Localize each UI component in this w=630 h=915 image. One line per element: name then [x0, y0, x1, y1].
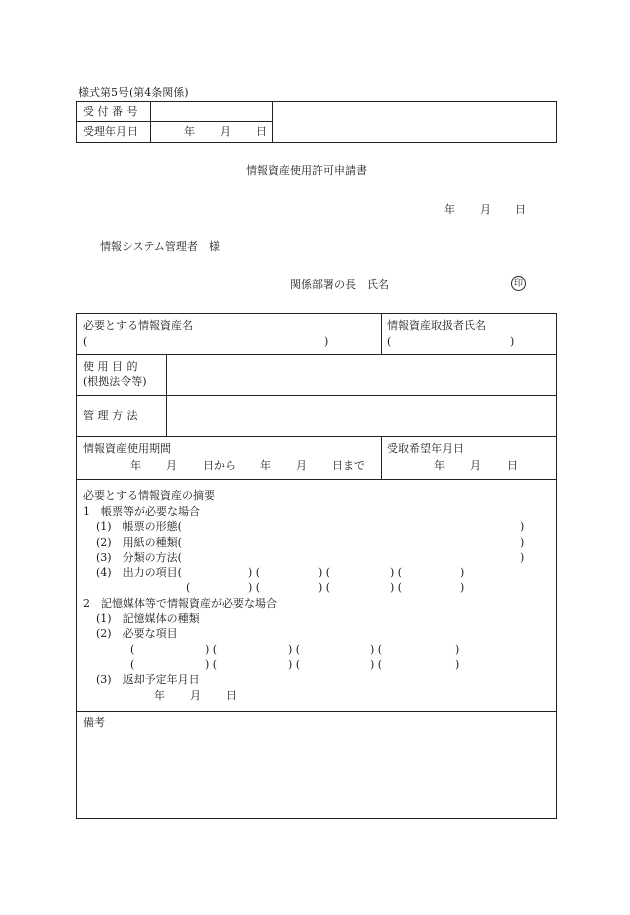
receipt-col-line	[272, 101, 273, 143]
pickup-label: 受取希望年月日	[387, 442, 464, 455]
receipt-date-label: 受理年月日	[83, 125, 138, 138]
handler-open: (	[387, 335, 392, 348]
output-field-sep: ) (	[318, 581, 331, 594]
section1-item4: (4) 出力の項目(	[96, 566, 182, 579]
document-title: 情報資産使用許可申請書	[246, 164, 367, 177]
applicant-label: 関係部署の長 氏名	[290, 278, 389, 291]
period-to-month: 月	[296, 459, 307, 472]
section1-item1-close: )	[520, 520, 525, 533]
summary-heading: 必要とする情報資産の摘要	[83, 489, 215, 502]
item-field-close: )	[455, 643, 460, 656]
section1-heading: 1 帳票等が必要な場合	[83, 505, 200, 518]
addressee: 情報システム管理者 様	[100, 240, 220, 253]
remarks-label: 備考	[83, 716, 105, 729]
col-divider	[381, 436, 382, 480]
section1-item3-close: )	[520, 551, 525, 564]
handler-close: )	[510, 335, 515, 348]
period-from-month: 月	[166, 459, 177, 472]
asset-name-label: 必要とする情報資産名	[83, 319, 193, 332]
return-month: 月	[190, 689, 201, 702]
row-divider	[76, 354, 557, 355]
receipt-box	[76, 101, 557, 143]
purpose-sublabel: (根拠法令等)	[83, 375, 147, 388]
item-field-sep: ) (	[370, 643, 383, 656]
receipt-divider	[76, 121, 272, 122]
item-field-sep: ) (	[288, 643, 301, 656]
col-divider	[381, 313, 382, 354]
col-divider	[166, 354, 167, 436]
section2-heading: 2 記憶媒体等で情報資産が必要な場合	[83, 597, 277, 610]
section1-item2-close: )	[520, 536, 525, 549]
pickup-day: 日	[507, 459, 518, 472]
receipt-col-line	[150, 101, 151, 143]
output-field-close: )	[460, 581, 465, 594]
purpose-label: 使 用 目 的	[83, 360, 138, 373]
output-field-open: (	[186, 581, 191, 594]
form-number: 様式第5号(第4条関係)	[78, 86, 189, 99]
period-from-day: 日から	[203, 459, 236, 472]
output-field-close: )	[460, 566, 465, 579]
section1-item2: (2) 用紙の種類(	[96, 536, 182, 549]
item-field-open: (	[130, 658, 135, 671]
output-field-sep: ) (	[318, 566, 331, 579]
seal-mark	[511, 276, 526, 291]
item-field-sep: ) (	[205, 643, 218, 656]
handler-label: 情報資産取扱者氏名	[387, 319, 486, 332]
section2-item2: (2) 必要な項目	[96, 627, 178, 640]
application-year: 年	[444, 203, 455, 216]
output-field-sep: ) (	[390, 566, 403, 579]
output-field-sep: ) (	[248, 581, 261, 594]
item-field-sep: ) (	[288, 658, 301, 671]
application-month: 月	[480, 203, 491, 216]
management-label: 管 理 方 法	[83, 409, 138, 422]
receipt-day: 日	[256, 125, 267, 138]
item-field-close: )	[455, 658, 460, 671]
asset-name-close: )	[324, 335, 329, 348]
period-to-year: 年	[260, 459, 271, 472]
section2-item1: (1) 記憶媒体の種類	[96, 612, 200, 625]
item-field-sep: ) (	[370, 658, 383, 671]
receipt-month: 月	[220, 125, 231, 138]
period-to-day: 日まで	[332, 459, 365, 472]
item-field-open: (	[130, 643, 135, 656]
section1-item3: (3) 分類の方法(	[96, 551, 182, 564]
receipt-number-label: 受 付 番 号	[83, 105, 138, 118]
return-day: 日	[226, 689, 237, 702]
return-year: 年	[154, 689, 165, 702]
output-field-sep: ) (	[390, 581, 403, 594]
remarks-box	[76, 711, 557, 819]
output-field-sep: ) (	[248, 566, 261, 579]
pickup-year: 年	[434, 459, 445, 472]
item-field-sep: ) (	[205, 658, 218, 671]
asset-name-open: (	[83, 335, 88, 348]
receipt-year: 年	[184, 125, 195, 138]
application-day: 日	[515, 203, 526, 216]
pickup-month: 月	[470, 459, 481, 472]
period-label: 情報資産使用期間	[83, 442, 171, 455]
row-divider	[76, 395, 557, 396]
seal-text: 印	[513, 279, 523, 289]
row-divider	[76, 436, 557, 437]
section2-item3: (3) 返却予定年月日	[96, 673, 200, 686]
section1-item1: (1) 帳票の形態(	[96, 520, 182, 533]
period-from-year: 年	[130, 459, 141, 472]
